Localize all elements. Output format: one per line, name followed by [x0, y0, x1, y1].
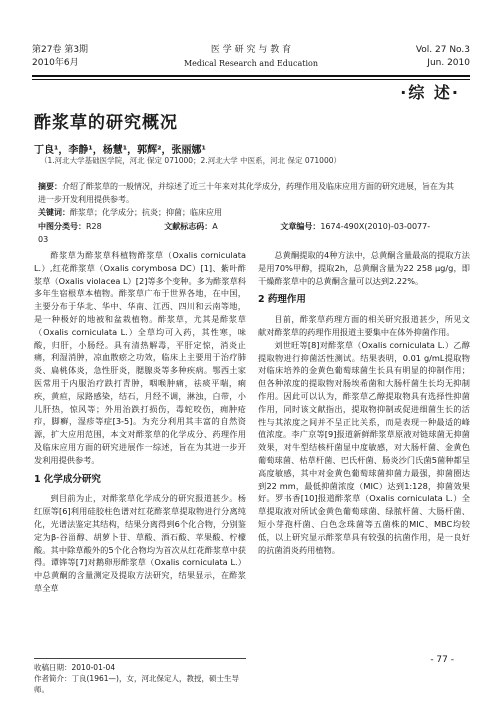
article-no-label: 文章编号： — [280, 222, 321, 231]
pharmacology-intro: 目前，酢浆草药理方面的相关研究报道甚少，所见文献对酢浆草的药理作用报道主要集中在体外抑菌作用。 — [258, 314, 470, 337]
running-header — [32, 44, 470, 74]
journal-name-cn: 医 学 研 究 与 教 育 — [210, 45, 292, 55]
clc-value: R28 — [86, 222, 102, 231]
section-heading-2: 2 药理作用 — [258, 294, 306, 306]
journal-name-en: Medical Research and Education — [183, 59, 318, 68]
volume-en: Vol. 27 No.3 — [415, 45, 470, 55]
header-center — [32, 44, 470, 70]
chemistry-paragraph: 到目前为止，对酢浆草化学成分的研究报道甚少。杨红原等[6]利用硅胶柱色谱对红花酢浆草提取物进行分离纯化，光谱法鉴定其结构，结果分离得到6个化合物，分别鉴定为β-谷甾醇、胡萝卜苷、草酸、酒石酸、苹果酸、柠檬酸。其中除草酸外的5个化合物均为首次从红花酢浆草中获得。谭铧等[7]对鹅卵形酢浆草（Oxalis corniculata L.）中总黄酮的含量测定及提取方法研究，结果显示，在酢浆草全草 — [34, 493, 246, 593]
article-authors: 丁良¹，李静¹，杨慧¹，郭辉²，张丽娜¹ — [34, 145, 206, 156]
classification-line — [38, 220, 460, 246]
author-affiliations: （1.河北大学基础医学院，河北 保定 071000；2.河北大学 中医系，河北 保定 071000） — [40, 156, 341, 165]
volume-cn: 第27卷 第3期 — [32, 45, 89, 55]
section-heading-1: 1 化学成分研究 — [34, 473, 101, 485]
received-date: 收稿日期：2010-01-04 — [34, 663, 116, 672]
header-right — [416, 44, 470, 70]
abstract — [38, 180, 460, 206]
author-bio: 作者简介：丁良(1961—)，女，河北保定人，教授，硕士生导师。 — [34, 674, 239, 694]
page-number: - 77 - — [430, 655, 454, 665]
doc-label: 文献标志码： — [164, 222, 213, 231]
article-title: 酢浆草的研究概况 — [34, 113, 178, 133]
abstract-block — [38, 180, 460, 246]
clc-label: 中图分类号： — [38, 222, 86, 231]
antibacterial-paragraph: 刘世旺等[8]对酢浆草（Oxalis corniculata L.）乙醇提取物进行抑菌活性测试。结果表明，0.01 g/mL提取物对临床培养的金黄色葡萄球菌生长具有明显的抑制作用；但各种浓度的提取物对肠埃希菌和大肠杆菌生长均无抑制作用。因此可以认为，酢浆草乙醇提取物具有选择性抑菌作用，同时该文献指出，提取物抑制或促进细菌生长的活性与其浓度之间并不呈正比关系，而是表现一种最适的峰值浓度。李广京等[9]报道新鲜酢浆草原液对链球菌无抑菌效果，对牛型结核杆菌显中度敏感，对大肠杆菌、金黄色葡萄球菌、枯草杆菌、巴氏杆菌、肠炎沙门氏菌5菌种都呈高度敏感，其中对金黄色葡萄球菌抑菌力最强，抑菌圈达到22 mm，最低抑菌浓度（MIC）达到1:128，抑菌效果好。罗书香[10]报道酢浆草（Oxalis corniculata L.）全草提取液对所试金黄色葡萄球菌、绿脓杆菌、大肠杆菌、短小芽孢杆菌、白色念珠菌等五菌株的MIC、MBC均较低，以上研究显示酢浆草具有较强的抗菌作用，是一良好的抗菌消炎药用植物。 — [258, 339, 470, 555]
footnote-received — [34, 658, 246, 695]
keywords-label: 关键词： — [38, 208, 70, 217]
left-column — [34, 249, 246, 595]
header-rule-thick — [32, 75, 470, 77]
doc-value: A — [212, 222, 218, 231]
date-en: Jun. 2010 — [427, 58, 470, 68]
flavonoid-paragraph: 总黄酮提取的4种方法中，总黄酮含量最高的提取方法是用70%甲醇，提取2h，总黄酮含量为22 258 μg/g，即干燥酢浆草中的总黄酮含量可以达到2.22%。 — [258, 250, 470, 286]
abstract-text: 介绍了酢浆草的一般情况，并综述了近三十年来对其化学成分，药理作用及临床应用方面的研究进展，旨在为其进一步开发利用提供参考。 — [38, 182, 454, 204]
keywords — [38, 206, 460, 219]
keywords-text: 酢浆草；化学成分；抗炎；抑菌；临床应用 — [70, 208, 222, 217]
abstract-label: 摘要： — [38, 182, 62, 191]
right-column — [258, 249, 470, 556]
intro-paragraph: 酢浆草为酢浆草科植物酢浆草（Oxalis corniculata L.）,红花酢浆草（Oxalis corymbosa DC）[1]、紫叶酢浆草（Oxalis violacea L）[2]等多个变种。多为酢浆草科多年生宿根草本植物。酢浆草广布于世界各地，在中国，主要分布于华北、华中、华南、江西、四川和云南等地，是一种极好的地被和盆栽植物。酢浆草，尤其是酢浆草（Oxalis corniculata L.）全草均可入药，其性寒，味酸，归肝，小肠经。具有清热解毒，平肝定惊，消炎止痛，利湿消肿，凉血散瘀之功效，临床上主要用于治疗肺炎、扁桃体炎，急性肝炎，腮腺炎等多种疾病。鄂西土家医常用于内服治疗跌打青肿，咽喉肿痛，祛痰平喘，痢疾，黄疸，尿路感染，结石，月经不调，淋浊，白带，小儿肝热，惊风等；外用治跌打损伤，毒蛇咬伤，痈肿疮疖，脚癣，湿疹等症[3-5]。为充分利用其丰富的自然资源，扩大应用范围，本文对酢浆草的化学成分、药理作用及临床应用方面的研究进展作一综述，旨在为其进一步开发利用提供参考。 — [34, 250, 246, 465]
date-cn: 2010年6月 — [32, 58, 79, 68]
column-tag: ·综 述· — [400, 83, 460, 102]
article-no-value: 1674-490X(2010)-03-0077-03 — [38, 222, 431, 244]
